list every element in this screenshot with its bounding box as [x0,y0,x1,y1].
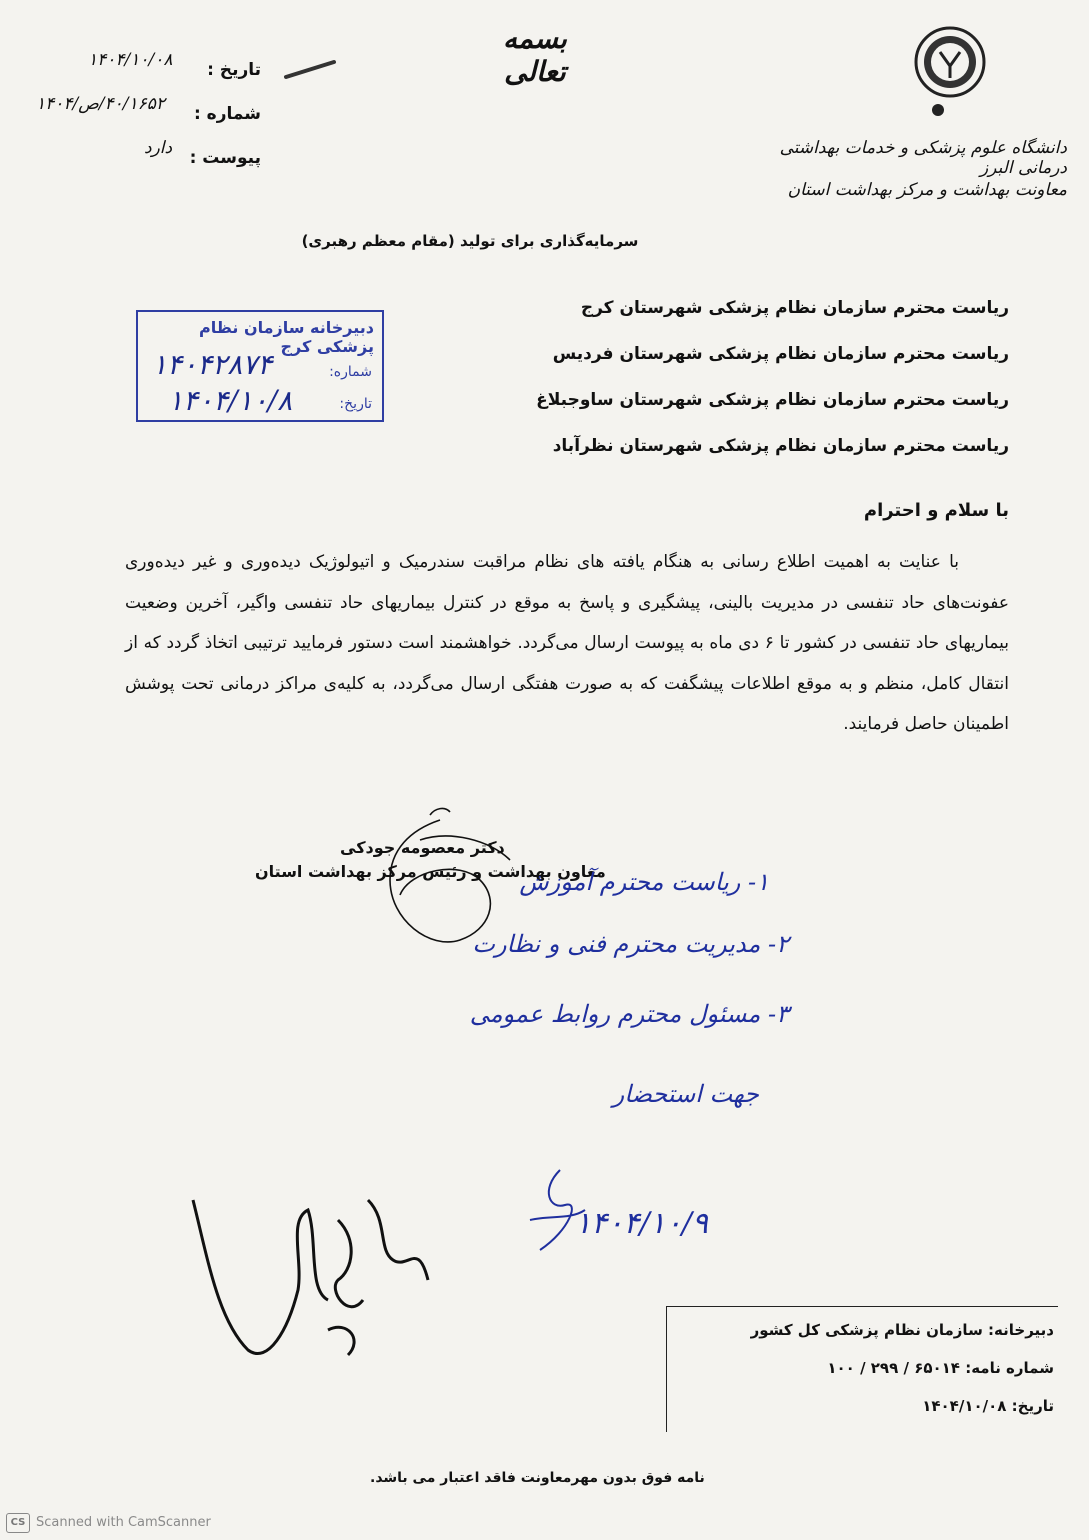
university-logo-icon [910,22,990,122]
handwritten-date: ۱۴۰۴/۱۰/۹ [575,1206,709,1241]
stamp-date-label: تاریخ: [339,396,372,412]
attachment-label: پیوست : [189,148,261,168]
footer-note: نامه فوق بدون مهرمعاونت فاقد اعتبار می باشد. [370,1470,705,1486]
camscanner-watermark: Scanned with CamScanner [36,1515,211,1530]
handwritten-signature-icon [188,1180,448,1380]
letter-paragraph: با عنایت به اهمیت اطلاع رسانی به هنگام یافته های نظام مراقبت سندرمیک و اتیولوژیک دیده‌وری و غیر دیده‌وری عفونت‌های حاد تنفسی در مدیریت بالینی، پیشگیری و پاسخ به موقع در کنترل بیماریهای حاد تنفسی واگیر، آخرین وضعیت بیماریهای حاد تنفسی در کشور تا ۶ دی ماه به پیوست ارسال می‌گردد. خواهشمند است دستور فرمایید ترتیبی اتخاذ گردد که از انتقال کامل، منظم و به موقع اطلاعات پیشگفت که به صورت هفتگی ارسال می‌گردد، به کلیه‌ی مراکز درمانی تحت پوشش اطمینان حاصل فرمایند. [125,552,1009,734]
slogan: سرمایه‌گذاری برای تولید (مقام معظم رهبری) [301,232,639,250]
secretariat-line-2: شماره نامه: ۶۵۰۱۴ / ۲۹۹ / ۱۰۰ [827,1359,1054,1377]
recipient-karaj: ریاست محترم سازمان نظام پزشکی شهرستان کرج [580,298,1009,318]
secretariat-stamp [136,310,384,422]
stamp-number-value: ۱۴۰۴۲۸۷۴ [152,348,273,381]
handwritten-note-2: ۲- مدیریت محترم فنی و نظارت [472,930,789,958]
secretariat-info-box [666,1306,1058,1432]
number-value: ۴۰/۱۶۵۲/ص/۱۴۰۴ [36,94,166,114]
number-label: شماره : [193,104,261,124]
handwritten-note-3: ۳- مسئول محترم روابط عمومی [469,1000,789,1028]
basmala: بسمه تعالی [503,22,567,88]
recipient-savojbolagh: ریاست محترم سازمان نظام پزشکی شهرستان ساوجبلاغ [536,390,1009,410]
date-label: تاریخ : [207,60,261,80]
signatory-title: معاون بهداشت و رئیس مرکز بهداشت استان [255,862,606,881]
stamp-title: دبیرخانه سازمان نظام پزشکی کرج [199,318,374,356]
organization-department: معاونت بهداشت و مرکز بهداشت استان [787,180,1067,200]
handwritten-note-4: جهت استحضار [612,1080,759,1108]
stamp-date-value: ۱۴۰۴/۱۰/۸ [168,384,293,417]
pen-mark-icon [283,58,337,80]
camscanner-icon: CS [6,1513,30,1533]
date-value: ۱۴۰۴/۱۰/۰۸ [88,50,173,70]
handwritten-note-1: ۱- ریاست محترم آموزش [519,868,769,896]
secretariat-line-1: دبیرخانه: سازمان نظام پزشکی کل کشور [750,1321,1054,1339]
signatory-name: دکتر معصومه جودکی [340,838,505,857]
recipient-fardis: ریاست محترم سازمان نظام پزشکی شهرستان فردیس [552,344,1009,364]
secretariat-line-3: تاریخ: ۱۴۰۴/۱۰/۰۸ [922,1397,1054,1415]
greeting: با سلام و احترام [863,500,1009,521]
letter-body [125,542,1009,745]
organization-name: دانشگاه علوم پزشکی و خدمات بهداشتی درمانی البرز [779,138,1067,178]
recipient-nazarabad: ریاست محترم سازمان نظام پزشکی شهرستان نظرآباد [552,436,1009,456]
stamp-number-label: شماره: [329,364,372,380]
attachment-value: دارد [144,138,173,158]
